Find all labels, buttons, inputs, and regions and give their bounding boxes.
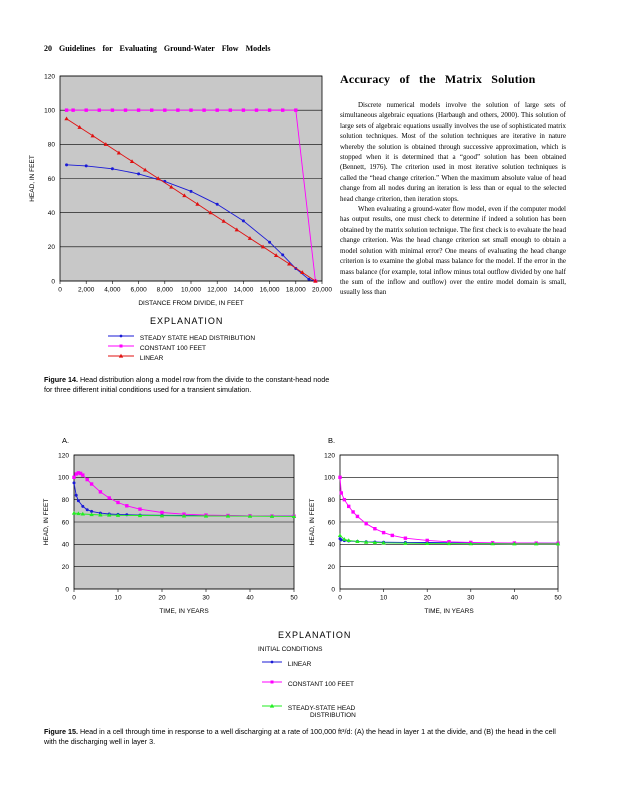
panel-label: B. [328,436,336,445]
x-tick-label: 10 [114,594,122,602]
x-axis-label: TIME, IN YEARS [159,608,209,615]
data-point [77,499,80,502]
data-point [116,501,119,504]
data-point [347,505,350,508]
y-tick-label: 60 [327,519,335,527]
data-point [216,203,219,206]
data-point [294,108,297,111]
data-point [65,163,68,166]
running-header: 20 Guidelines for Evaluating Ground-Water Flow Models [44,44,271,53]
caption-label: Figure 14. [44,375,78,384]
y-axis-label: HEAD, IN FEET [29,155,36,202]
data-point [163,108,166,111]
data-point [75,494,78,497]
legend-item-constant [262,672,356,698]
data-point [111,108,114,111]
data-point [86,478,89,481]
y-axis-label: HEAD, IN FEET [43,498,50,546]
data-point [373,527,376,530]
caption-label: Figure 15. [44,727,78,736]
data-point [176,108,179,111]
section-title: Accuracy of the Matrix Solution [340,72,536,86]
data-point [340,491,343,494]
legend-item-steady-state [262,698,356,712]
y-tick-label: 20 [327,563,335,571]
data-point [85,164,88,167]
x-tick-label: 20,000 [312,286,332,294]
y-tick-label: 80 [47,141,55,149]
legend-label: CONSTANT 100 FEET [287,681,355,688]
data-point [189,108,192,111]
data-point [85,108,88,111]
data-point [281,108,284,111]
figure-14-legend [108,332,255,362]
x-tick-label: 14,000 [233,286,254,294]
legend-swatch-blue [108,332,138,340]
y-tick-label: 20 [47,244,55,252]
data-point [242,108,245,111]
paragraph-2: When evaluating a ground-water flow model, even if the computer model has output results, one must check to determine if indeed a solution has been obtained by the matrix solution technique. The first check is to evaluate the head change criterion. Was the head change criterion set small enough to obtain a model solution with minimal error? One means of evaluating the head change criterion is to examine the global mass balance for the model. If the error in the mass balance (for example, total inflow minus total outflow divided by one half the sum of the inflow and outflow) over the entire model domain is small, usually less than [340,205,566,297]
data-point [138,507,141,510]
x-tick-label: 2,000 [78,286,95,294]
x-tick-label: 16,000 [259,286,280,294]
legend-label: LINEAR [139,355,164,362]
data-point [216,108,219,111]
legend-item-linear [262,658,356,672]
figure-15-explanation-title: EXPLANATION [278,630,352,640]
data-point [125,504,128,507]
x-tick-label: 30 [202,594,210,602]
paragraph-1: Discrete numerical models involve the solution of large sets of simultaneous algebraic equations (Harbaugh and others, 2000). This solution of large sets of algebraic equations usually involves the use of sophisticated matrix solution techniques. Most of the solution techniques are iterative in nature whereby the solution is obtained through successive approximation, which is stopped when it is determined that a “good” solution has been obtained (Bennett, 1976). The criterion used in most iterative solution techniques is called the “head change criterion.” When the maximum absolute value of head change from all nodes during an iteration is less than or equal to the selected head change criterion, then iteration stops. [340,101,566,203]
legend-swatch-blue [262,658,286,666]
data-point [242,219,245,222]
data-point [90,482,93,485]
data-point [137,172,140,175]
x-tick-label: 0 [72,594,76,602]
data-point [73,481,76,484]
data-point [81,473,84,476]
data-point [391,534,394,537]
data-point [351,510,354,513]
x-tick-label: 10 [379,594,388,602]
figure-15-legend-subtitle: INITIAL CONDITIONS [258,646,323,653]
data-point [124,108,127,111]
x-axis-label: TIME, IN YEARS [424,608,474,615]
data-point [111,167,114,170]
x-tick-label: 4,000 [104,286,121,294]
data-point [99,490,102,493]
data-point [72,476,75,479]
data-point [71,108,74,111]
data-point [364,522,367,525]
x-tick-label: 0 [58,286,62,294]
panel-label: A. [62,436,70,445]
y-tick-label: 40 [327,541,335,549]
y-tick-label: 80 [61,496,69,504]
figure-15b-chart [308,433,570,623]
y-tick-label: 20 [61,563,69,571]
data-point [108,496,111,499]
legend-swatch-magenta [262,678,286,686]
figure-14-explanation-title: EXPLANATION [150,316,224,326]
legend-swatch-green [262,702,286,710]
data-point [137,108,140,111]
y-tick-label: 100 [58,474,69,482]
x-tick-label: 40 [510,594,519,602]
data-point [86,508,89,511]
y-tick-label: 100 [324,474,335,482]
data-point [65,108,68,111]
data-point [255,108,258,111]
y-tick-label: 0 [331,586,335,594]
legend-label: STEADY STATE HEAD DISTRIBUTION [139,335,256,342]
x-tick-label: 20 [158,594,166,602]
data-point [307,278,310,281]
figure-15-caption [44,727,564,747]
data-point [268,108,271,111]
y-tick-label: 0 [51,278,55,286]
y-tick-label: 120 [44,73,55,81]
figure-14-caption [44,375,336,395]
data-point [268,241,271,244]
legend-label: CONSTANT 100 FEET [139,345,207,352]
data-point [229,108,232,111]
data-point [98,108,101,111]
x-tick-label: 30 [467,594,475,602]
x-tick-label: 8,000 [156,286,173,294]
body-text [340,100,566,298]
y-tick-label: 40 [47,209,55,217]
caption-text: Head in a cell through time in response to a well discharging at a rate of 100,000 ft³/d: (A) the head in layer 1 at the divide, and (B) the head in the cell with the discharging well in layer 3. [44,727,556,746]
x-tick-label: 18,000 [285,286,306,294]
y-tick-label: 120 [324,452,335,460]
x-tick-label: 50 [290,594,298,602]
x-tick-label: 20 [423,594,431,602]
data-point [202,108,205,111]
data-point [356,515,359,518]
data-point [404,536,407,539]
y-tick-label: 120 [58,452,69,460]
legend-label: LINEAR [287,661,312,668]
y-axis-label: HEAD, IN FEET [309,498,316,546]
data-point [340,538,343,541]
caption-text: Head distribution along a model row from the divide to the constant-head node for three different initial conditions used for a transient simulation. [44,375,330,394]
x-tick-label: 12,000 [207,286,228,294]
legend-item-constant [108,342,255,352]
data-point [190,190,193,193]
y-tick-label: 40 [61,541,69,549]
y-tick-label: 60 [61,519,69,527]
y-tick-label: 100 [44,107,55,115]
y-tick-label: 60 [47,175,55,183]
x-tick-label: 40 [246,594,254,602]
legend-swatch-magenta [108,342,138,350]
figure-15a-chart [43,433,310,623]
legend-label-continued: DISTRIBUTION [310,712,356,719]
figure-14-chart [20,66,330,311]
data-point [150,108,153,111]
data-point [382,531,385,534]
legend-item-steady-state [108,332,255,342]
x-axis-label: DISTANCE FROM DIVIDE, IN FEET [138,300,244,307]
legend-item-linear [108,352,255,362]
data-point [343,498,346,501]
x-tick-label: 10,000 [181,286,201,294]
y-tick-label: 80 [327,496,335,504]
data-point [281,253,284,256]
data-point [338,476,341,479]
figure-15-legend [262,658,356,719]
legend-label: STEADY-STATE HEAD [287,705,356,712]
y-tick-label: 0 [65,586,69,594]
data-point [81,505,84,508]
x-tick-label: 0 [338,594,342,602]
x-tick-label: 6,000 [130,286,147,294]
x-tick-label: 50 [554,594,562,602]
legend-swatch-red [108,352,138,360]
